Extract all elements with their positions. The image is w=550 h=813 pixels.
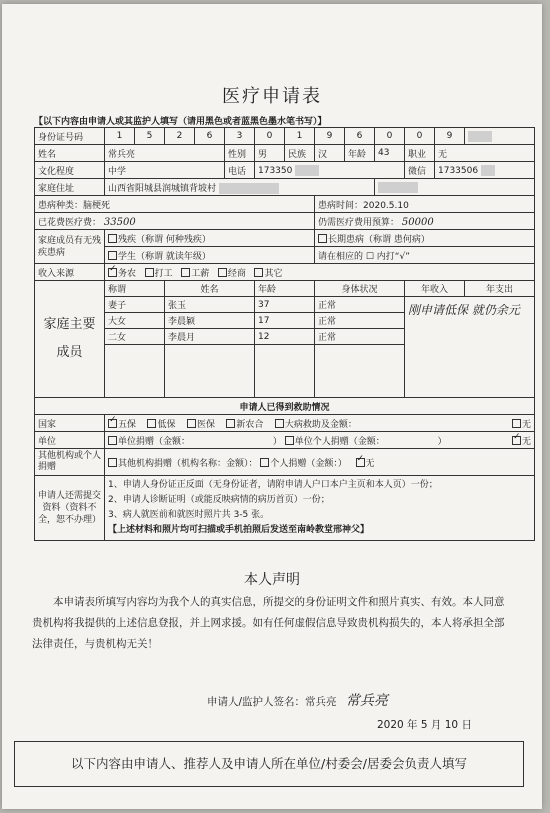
addr-extra	[375, 179, 535, 196]
disease-value: 脑梗死	[83, 200, 111, 211]
declaration-text: 本申请表所填写内容均为我个人的真实信息，所提交的身份证明文件和照片真实、有效。本人同意贵机构将我提供的上述信息登报，并上网求援。如有任何虚假信息导致贵机构损失的，本人将承担全部法律责任，与贵机构无关！	[32, 596, 505, 650]
applicant-info-table	[34, 127, 535, 541]
id-digit: 9	[435, 128, 465, 145]
job-value: 无	[435, 145, 535, 162]
checkbox[interactable]	[512, 419, 521, 428]
checkbox[interactable]	[275, 419, 284, 428]
checkbox[interactable]	[108, 436, 117, 445]
id-digit: 5	[135, 128, 165, 145]
checkbox[interactable]	[285, 436, 294, 445]
checkbox[interactable]	[254, 268, 263, 277]
onset-cell: 患病时间：2020.5.10	[315, 196, 535, 213]
fam-header: 年收入	[405, 281, 465, 297]
wechat-value: 1733506	[435, 162, 535, 179]
phone-value: 173350	[255, 162, 405, 179]
handwritten-signature: 常兵亮	[345, 693, 388, 709]
id-redacted	[465, 128, 535, 145]
opt-student: 学生（称谓 就读年级）	[105, 247, 315, 264]
declaration-title: 本人声明	[244, 572, 300, 588]
need-cell: 仍需医疗费用预算： 50000	[315, 213, 535, 230]
list-item: 1、申请人身份证正反面（无身份证者，请附申请人户口本户主页和本人页）一份；	[108, 480, 438, 490]
list-item: 2、申请人诊断证明（或能反映病情的病历首页）一份；	[108, 495, 330, 505]
phone-label: 电话	[225, 162, 255, 179]
name-label: 姓名	[35, 145, 105, 162]
age-value: 43	[375, 145, 405, 162]
unit-label: 单位	[35, 432, 105, 449]
checkbox-checked[interactable]	[356, 458, 365, 467]
checkbox-checked[interactable]	[512, 436, 521, 445]
checkbox[interactable]	[181, 268, 190, 277]
id-digit: 0	[405, 128, 435, 145]
name-value: 常兵亮	[105, 145, 225, 162]
other-options: 其他机构捐赠（机构名称：金额）： 个人捐赠（金额：） ✓无	[105, 449, 535, 476]
checkbox[interactable]	[187, 419, 196, 428]
checkbox[interactable]	[226, 419, 235, 428]
form-instruction: 【以下内容由申请人或其监护人填写（请用黑色或者蓝黑色墨水笔书写）】	[34, 117, 327, 127]
checkbox[interactable]	[108, 251, 117, 260]
checkbox[interactable]	[108, 234, 117, 243]
disease-cell: 患病种类：脑梗死	[35, 196, 315, 213]
fam-header: 年龄	[255, 281, 315, 297]
gender-value: 男	[255, 145, 285, 162]
checkbox[interactable]	[108, 458, 117, 467]
id-digit: 6	[345, 128, 375, 145]
onset-value: 2020.5.10	[363, 200, 409, 211]
need-value: 50000	[401, 216, 434, 228]
id-digit: 1	[285, 128, 315, 145]
signature-date: 2020 年 5 月 10 日	[377, 719, 472, 731]
ethnicity-label: 民族	[285, 145, 315, 162]
spent-cell: 已花费医疗费： 33500	[35, 213, 315, 230]
bottom-section-note: 以下内容由申请人、推荐人及申请人所在单位/村委会/居委会负责人填写	[14, 741, 524, 787]
income-label: 收入来源	[35, 264, 105, 281]
id-digit: 1	[105, 128, 135, 145]
wechat-label: 微信	[405, 162, 435, 179]
checkbox[interactable]	[260, 458, 269, 467]
id-digit: 3	[225, 128, 255, 145]
checkbox[interactable]	[318, 234, 327, 243]
signature-name: 常兵亮	[305, 696, 337, 708]
family-label: 家庭主要成员	[35, 281, 105, 398]
addr-label: 家庭住址	[35, 179, 105, 196]
job-label: 职业	[405, 145, 435, 162]
fam-header: 姓名	[165, 281, 255, 297]
nation-label: 国家	[35, 415, 105, 432]
income-note: 刚申请低保 就仍余元	[405, 297, 535, 398]
fam-header: 年支出	[465, 281, 535, 297]
checkbox-checked[interactable]	[108, 268, 117, 277]
opt-chronic: 长期患病（称谓 患何病）	[315, 230, 535, 247]
opt-disabled: 残疾（称谓 何种残疾）	[105, 230, 315, 247]
checkbox[interactable]	[218, 268, 227, 277]
other-label: 其他机构或个人捐赠	[35, 449, 105, 476]
id-digit: 0	[255, 128, 285, 145]
checkbox-checked[interactable]	[108, 419, 117, 428]
id-digit: 9	[315, 128, 345, 145]
checkbox[interactable]	[147, 419, 156, 428]
edu-value: 中学	[105, 162, 225, 179]
docs-label: 申请人还需提交资料（资料不全，恕不办理）	[35, 476, 105, 541]
edu-label: 文化程度	[35, 162, 105, 179]
aid-title: 申请人已得到救助情况	[35, 398, 535, 415]
gender-label: 性别	[225, 145, 255, 162]
fam-header: 身体状况	[315, 281, 405, 297]
checkbox[interactable]	[145, 268, 154, 277]
ethnicity-value: 汉	[315, 145, 345, 162]
table-row: 二女 李晨月 12 正常	[35, 329, 535, 345]
table-row: 大女 李晨颖 17 正常	[35, 313, 535, 329]
id-label: 身份证号码	[35, 128, 105, 145]
id-digit: 2	[165, 128, 195, 145]
unit-options: 单位捐赠（金额： ） 单位个人捐赠（金额： ） ✓ 无	[105, 432, 535, 449]
id-digit: 0	[375, 128, 405, 145]
member-label: 家庭成员有无残疾患病	[35, 230, 105, 264]
fam-header: 称谓	[105, 281, 165, 297]
application-form	[2, 4, 542, 809]
form-title: 医疗申请表	[222, 86, 322, 107]
signature-line: 申请人/监护人签名：常兵亮 常兵亮	[207, 693, 388, 709]
addr-value: 山西省阳城县润城镇背坡村	[105, 179, 375, 196]
opt-hint: 请在相应的 ☐ 内打“√”	[315, 247, 535, 264]
income-options: ✓ 务农 打工 工薪 经商 其它	[105, 264, 535, 281]
list-item: 【上述材料和照片均可扫描或手机拍照后发送至南岭教堂邢神父】	[108, 525, 370, 535]
list-item: 3、病人就医前和就医时照片共 3-5 张。	[108, 510, 270, 520]
id-digit: 6	[195, 128, 225, 145]
age-label: 年龄	[345, 145, 375, 162]
nation-options: ✓ 五保 低保 医保 新农合 大病救助及金额： 无	[105, 415, 535, 432]
table-row: 妻子 张玉 37 正常 刚申请低保 就仍余元	[35, 297, 535, 313]
spent-value: 33500	[103, 216, 136, 228]
docs-list	[105, 476, 535, 541]
